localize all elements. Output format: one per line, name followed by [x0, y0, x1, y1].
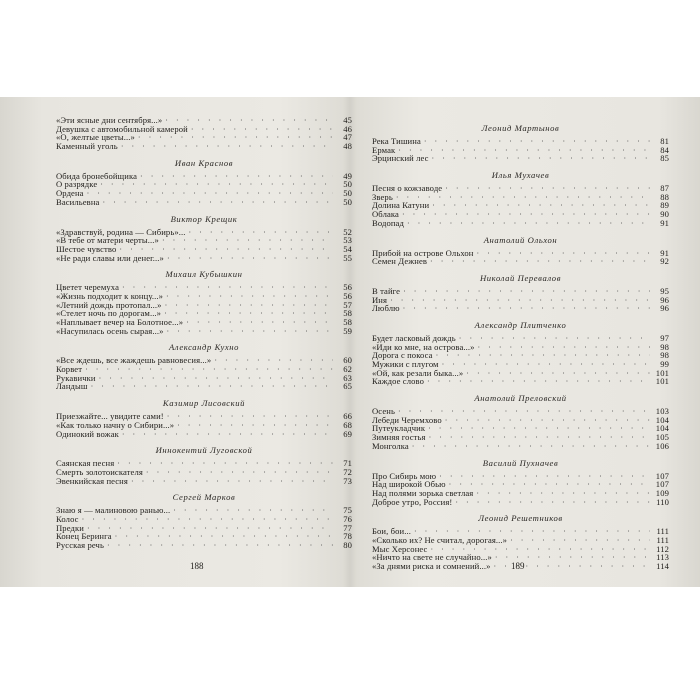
dot-leader — [430, 258, 650, 267]
page-ref: 65 — [343, 381, 352, 392]
toc-entry — [56, 172, 352, 181]
dot-leader — [165, 117, 333, 126]
toc-entry — [56, 327, 352, 336]
page-ref: 98 — [660, 341, 669, 352]
poem-title: Будет ласковый дождь — [372, 332, 456, 343]
author-heading: Леонид Мартынов — [481, 123, 560, 133]
dot-leader — [427, 378, 650, 387]
poem-title: «Стелет ночь по дорогам...» — [56, 308, 162, 319]
dot-leader — [146, 469, 333, 478]
toc-entry — [56, 189, 352, 198]
poem-title: Эвенкийская песня — [56, 475, 128, 486]
dot-leader — [424, 138, 650, 147]
toc-entry — [56, 506, 352, 515]
page-ref: 96 — [660, 303, 669, 314]
toc-entry — [56, 198, 352, 207]
author-heading: Леонид Решетников — [478, 513, 563, 524]
page-ref: 89 — [660, 200, 669, 211]
poem-title: «Все ждешь, все жаждешь равновесия...» — [56, 355, 212, 366]
poem-title: Шестое чувство — [56, 243, 117, 254]
dot-leader — [412, 443, 650, 452]
page-ref: 88 — [660, 191, 669, 202]
page-number-left: 188 — [190, 561, 204, 571]
poem-title: «Иди ко мне, на острова...» — [372, 341, 475, 352]
poem-title: Лебеди Черемхово — [372, 414, 442, 425]
poem-title: Васильевна — [56, 196, 100, 207]
dot-leader — [455, 499, 650, 508]
poem-title: Иня — [372, 294, 388, 305]
page-ref: 72 — [343, 466, 352, 477]
right-page-toc — [372, 116, 669, 571]
page-ref: 95 — [660, 285, 669, 296]
dot-leader — [162, 237, 333, 246]
dot-leader — [476, 490, 650, 499]
page-ref: 60 — [343, 355, 352, 366]
toc-entry — [56, 515, 352, 524]
page-number-right: 189 — [511, 561, 525, 571]
page-ref: 113 — [656, 552, 669, 563]
dot-leader — [478, 344, 651, 353]
page-ref: 109 — [655, 487, 669, 498]
poem-title: «Сколько их? Не считал, дорогая...» — [372, 534, 508, 545]
poem-title: Доброе утро, Россия! — [372, 496, 453, 507]
poem-title: Люблю — [372, 303, 400, 314]
page-ref: 107 — [655, 470, 669, 481]
dot-leader — [140, 173, 333, 182]
author-heading: Александр Плитченко — [474, 319, 567, 330]
author-heading: Анатолий Ольхон — [483, 234, 558, 245]
poem-title: «Наплывает вечер на Болотное...» — [56, 317, 184, 327]
page-ref: 54 — [343, 243, 352, 254]
dot-leader — [87, 190, 333, 199]
page-ref: 59 — [343, 325, 352, 336]
page-ref: 107 — [655, 479, 669, 490]
dot-leader — [102, 199, 333, 208]
poem-title: Облака — [372, 209, 399, 220]
page-ref: 53 — [343, 235, 352, 246]
page-ref: 80 — [343, 540, 352, 550]
dot-leader — [466, 370, 650, 379]
toc-entry — [56, 365, 352, 374]
dot-leader — [138, 134, 333, 143]
dot-leader — [189, 229, 334, 238]
page-ref: 50 — [343, 179, 352, 190]
dot-leader — [428, 425, 650, 434]
dot-leader — [85, 366, 333, 375]
page-ref: 56 — [343, 290, 352, 301]
page-ref: 52 — [343, 226, 352, 237]
dot-leader — [186, 319, 333, 328]
dot-leader — [91, 383, 333, 392]
page-ref: 55 — [343, 252, 352, 263]
toc-entry — [56, 180, 352, 189]
poem-title: Саянская песня — [56, 458, 115, 469]
page-ref: 91 — [660, 247, 669, 258]
toc-entry — [56, 254, 352, 263]
dot-leader — [191, 126, 333, 135]
page-ref: 103 — [655, 406, 669, 417]
poem-title: «Как только начну о Сибири...» — [56, 419, 175, 430]
page-ref: 81 — [660, 136, 669, 146]
dot-leader — [477, 250, 650, 259]
page-ref: 99 — [660, 359, 669, 369]
dot-leader — [403, 305, 650, 314]
toc-entry — [56, 374, 352, 383]
toc-entry — [372, 498, 669, 507]
page-ref: 101 — [655, 376, 669, 387]
toc-section — [372, 393, 669, 450]
poem-title: Ермак — [372, 144, 396, 155]
page-ref: 50 — [343, 188, 352, 199]
dot-leader — [390, 297, 650, 306]
poem-title: О разрядке — [56, 179, 98, 190]
page-ref: 68 — [343, 419, 352, 430]
dot-leader — [100, 181, 333, 190]
poem-title: Корвет — [56, 364, 83, 375]
page-ref: 96 — [660, 294, 669, 305]
author-heading: Анатолий Преловский — [474, 393, 567, 404]
poem-title: «В тебе от матери черты...» — [56, 235, 159, 246]
dot-leader — [99, 375, 333, 384]
page-ref: 62 — [343, 364, 352, 375]
author-heading: Иннокентий Луговской — [155, 445, 253, 456]
toc-section — [56, 492, 352, 549]
page-ref: 56 — [343, 282, 352, 293]
toc-section — [56, 214, 352, 263]
page-ref: 97 — [660, 332, 669, 343]
dot-leader — [396, 194, 650, 203]
toc-entry — [372, 154, 669, 163]
poem-title: «О, желтые цветы...» — [56, 132, 135, 143]
page-ref: 98 — [660, 350, 669, 361]
poem-title: Смерть золотоискателя — [56, 466, 143, 477]
dot-leader — [131, 478, 333, 487]
toc-entry — [372, 442, 669, 451]
poem-title: «За днями риска и сомнений...» — [372, 561, 491, 571]
left-page-toc — [56, 116, 352, 550]
dot-leader — [449, 481, 650, 490]
dot-leader — [167, 328, 333, 337]
toc-section — [372, 273, 669, 313]
page-ref: 69 — [343, 428, 352, 439]
author-heading: Илья Мухачев — [491, 170, 550, 181]
poem-title: Монголка — [372, 440, 409, 451]
page-ref: 84 — [660, 144, 669, 155]
poem-title: Осень — [372, 406, 395, 417]
toc-entry — [372, 304, 669, 313]
page-ref: 46 — [343, 123, 352, 134]
author-heading: Михаил Кубышкин — [165, 269, 243, 280]
poem-title: Долина Катуни — [372, 200, 430, 211]
toc-entry — [56, 430, 352, 439]
poem-title: «Насупилась осень сырая...» — [56, 325, 164, 336]
poem-title: «Здравствуй, родина — Сибирь»... — [56, 226, 186, 237]
poem-title: Река Тишина — [372, 136, 421, 146]
page-ref: 106 — [655, 440, 669, 451]
poem-title: «Эти ясные дни сентября...» — [56, 115, 163, 125]
dot-leader — [82, 516, 333, 525]
dot-leader — [165, 302, 333, 311]
page-ref: 47 — [343, 132, 352, 143]
poem-title: Знаю я — малиновою ранью... — [56, 505, 171, 516]
page-ref: 66 — [343, 411, 352, 422]
dot-leader — [398, 147, 650, 156]
poem-title: Над широкой Обью — [372, 479, 446, 490]
dot-leader — [177, 422, 333, 431]
poem-title: Девушка с автомобильной камерой — [56, 123, 188, 134]
page-ref: 110 — [656, 496, 669, 507]
page-ref: 71 — [343, 458, 352, 469]
poem-title: Мыс Херсонес — [372, 543, 428, 554]
dot-leader — [429, 434, 650, 443]
page-ref: 76 — [343, 513, 352, 524]
dot-leader — [214, 357, 333, 366]
toc-section — [372, 123, 669, 163]
poem-title: «Ничто на свете не случайно...» — [372, 552, 492, 563]
poem-title: Бои, бои... — [372, 526, 411, 537]
poem-title: Предки — [56, 522, 84, 533]
toc-entry — [372, 287, 669, 296]
toc-section — [56, 116, 352, 151]
dot-leader — [117, 460, 333, 469]
toc-section — [372, 320, 669, 386]
toc-section — [56, 158, 352, 207]
dot-leader — [173, 507, 333, 516]
dot-leader — [107, 542, 333, 551]
author-heading: Николай Перевалов — [479, 272, 562, 283]
toc-section — [372, 458, 669, 507]
page-ref: 77 — [343, 522, 352, 533]
toc-section — [372, 170, 669, 227]
page-ref: 112 — [656, 543, 669, 554]
poem-title: «Летний дождь протопал...» — [56, 299, 162, 310]
poem-title: Ордена — [56, 188, 84, 199]
toc-entry — [372, 184, 669, 193]
dot-leader — [166, 293, 333, 302]
dot-leader — [436, 352, 650, 361]
poem-title: Зверь — [372, 191, 393, 202]
toc-entry — [372, 296, 669, 305]
page-ref: 48 — [343, 141, 352, 152]
dot-leader — [510, 537, 650, 546]
poem-title: Эрцинский лес — [372, 153, 429, 164]
dot-leader — [167, 413, 333, 422]
toc-entry — [56, 356, 352, 365]
page-ref: 111 — [656, 526, 669, 537]
poem-title: Путеукладчик — [372, 423, 426, 434]
toc-entry — [56, 541, 352, 550]
poem-title: В тайге — [372, 285, 401, 296]
page-ref: 105 — [655, 432, 669, 443]
toc-section — [56, 269, 352, 335]
page-ref: 111 — [656, 534, 669, 545]
author-heading: Александр Кухно — [168, 342, 240, 353]
toc-entry — [372, 210, 669, 219]
poem-title: Водопад — [372, 217, 404, 228]
dot-leader — [121, 143, 333, 152]
page-ref: 104 — [655, 414, 669, 425]
toc-entry — [56, 477, 352, 486]
poem-title: Конец Беринга — [56, 531, 112, 542]
toc-entry — [372, 377, 669, 386]
poem-title: Колос — [56, 513, 79, 524]
dot-leader — [445, 417, 650, 426]
toc-entry — [372, 257, 669, 266]
toc-entry — [372, 219, 669, 228]
poem-title: Мужики с плугом — [372, 359, 439, 369]
dot-leader — [445, 185, 650, 194]
toc-section — [56, 342, 352, 391]
poem-title: Про Сибирь мою — [372, 470, 437, 481]
dot-leader — [439, 473, 650, 482]
poem-title: Песня о кожзаводе — [372, 183, 443, 194]
poem-title: «Ой, как резали быка...» — [372, 367, 464, 378]
page-ref: 104 — [655, 423, 669, 434]
poem-title: Над полями зорька светлая — [372, 487, 474, 498]
poem-title: Каждое слово — [372, 376, 425, 387]
page-ref: 73 — [343, 475, 352, 486]
poem-title: «Не ради славы или денег...» — [56, 252, 164, 263]
dot-leader — [122, 431, 333, 440]
dot-leader — [402, 211, 650, 220]
toc-entry — [56, 382, 352, 391]
dot-leader — [403, 288, 650, 297]
poem-title: Дорога с покоса — [372, 350, 433, 361]
poem-title: Рукавички — [56, 372, 96, 383]
page-ref: 92 — [660, 256, 669, 267]
author-heading: Казимир Лисовский — [162, 398, 246, 409]
toc-entry — [56, 142, 352, 151]
dot-leader — [442, 361, 650, 370]
page-ref: 78 — [343, 531, 352, 542]
poem-title: Семен Дежнев — [372, 256, 428, 267]
toc-section — [56, 398, 352, 438]
dot-leader — [459, 335, 650, 344]
poem-title: Русская речь — [56, 540, 105, 550]
page-ref: 75 — [343, 505, 352, 516]
page-ref: 58 — [343, 308, 352, 319]
toc-entry — [372, 433, 669, 442]
dot-leader — [87, 525, 333, 534]
dot-leader — [164, 310, 333, 319]
poem-title: «Жизнь подходит к концу...» — [56, 290, 164, 301]
toc-section — [372, 235, 669, 266]
dot-leader — [432, 155, 650, 164]
poem-title: Прибой на острове Ольхон — [372, 247, 474, 258]
poem-title: Обида бронебойщика — [56, 170, 138, 181]
toc-entry — [372, 137, 669, 146]
page-ref: 91 — [660, 217, 669, 228]
page-ref: 49 — [343, 170, 352, 181]
page-ref: 114 — [656, 561, 669, 571]
poem-title: Одинокий вожак — [56, 428, 119, 439]
author-heading: Сергей Марков — [172, 492, 236, 503]
page-ref: 45 — [343, 115, 352, 125]
page-ref: 63 — [343, 372, 352, 383]
page-ref: 58 — [343, 317, 352, 327]
author-heading: Виктор Крещик — [170, 213, 238, 224]
page-ref: 90 — [660, 209, 669, 220]
poem-title: Каменный уголь — [56, 141, 118, 152]
author-heading: Иван Краснов — [174, 157, 234, 168]
poem-title: Ландыш — [56, 381, 88, 392]
author-heading: Василий Пухначев — [482, 457, 559, 468]
toc-entry — [372, 201, 669, 210]
toc-section — [56, 445, 352, 485]
dot-leader — [167, 255, 333, 264]
page-ref: 50 — [343, 196, 352, 207]
poem-title: Зимняя гостья — [372, 432, 426, 443]
dot-leader — [432, 202, 650, 211]
page-ref: 85 — [660, 153, 669, 164]
dot-leader — [115, 533, 333, 542]
page-ref: 101 — [655, 367, 669, 378]
poem-title: Цветет черемуха — [56, 282, 119, 293]
page-ref: 57 — [343, 299, 352, 310]
poem-title: Приезжайте... увидите сами! — [56, 411, 164, 422]
page-ref: 87 — [660, 183, 669, 194]
dot-leader — [407, 220, 650, 229]
